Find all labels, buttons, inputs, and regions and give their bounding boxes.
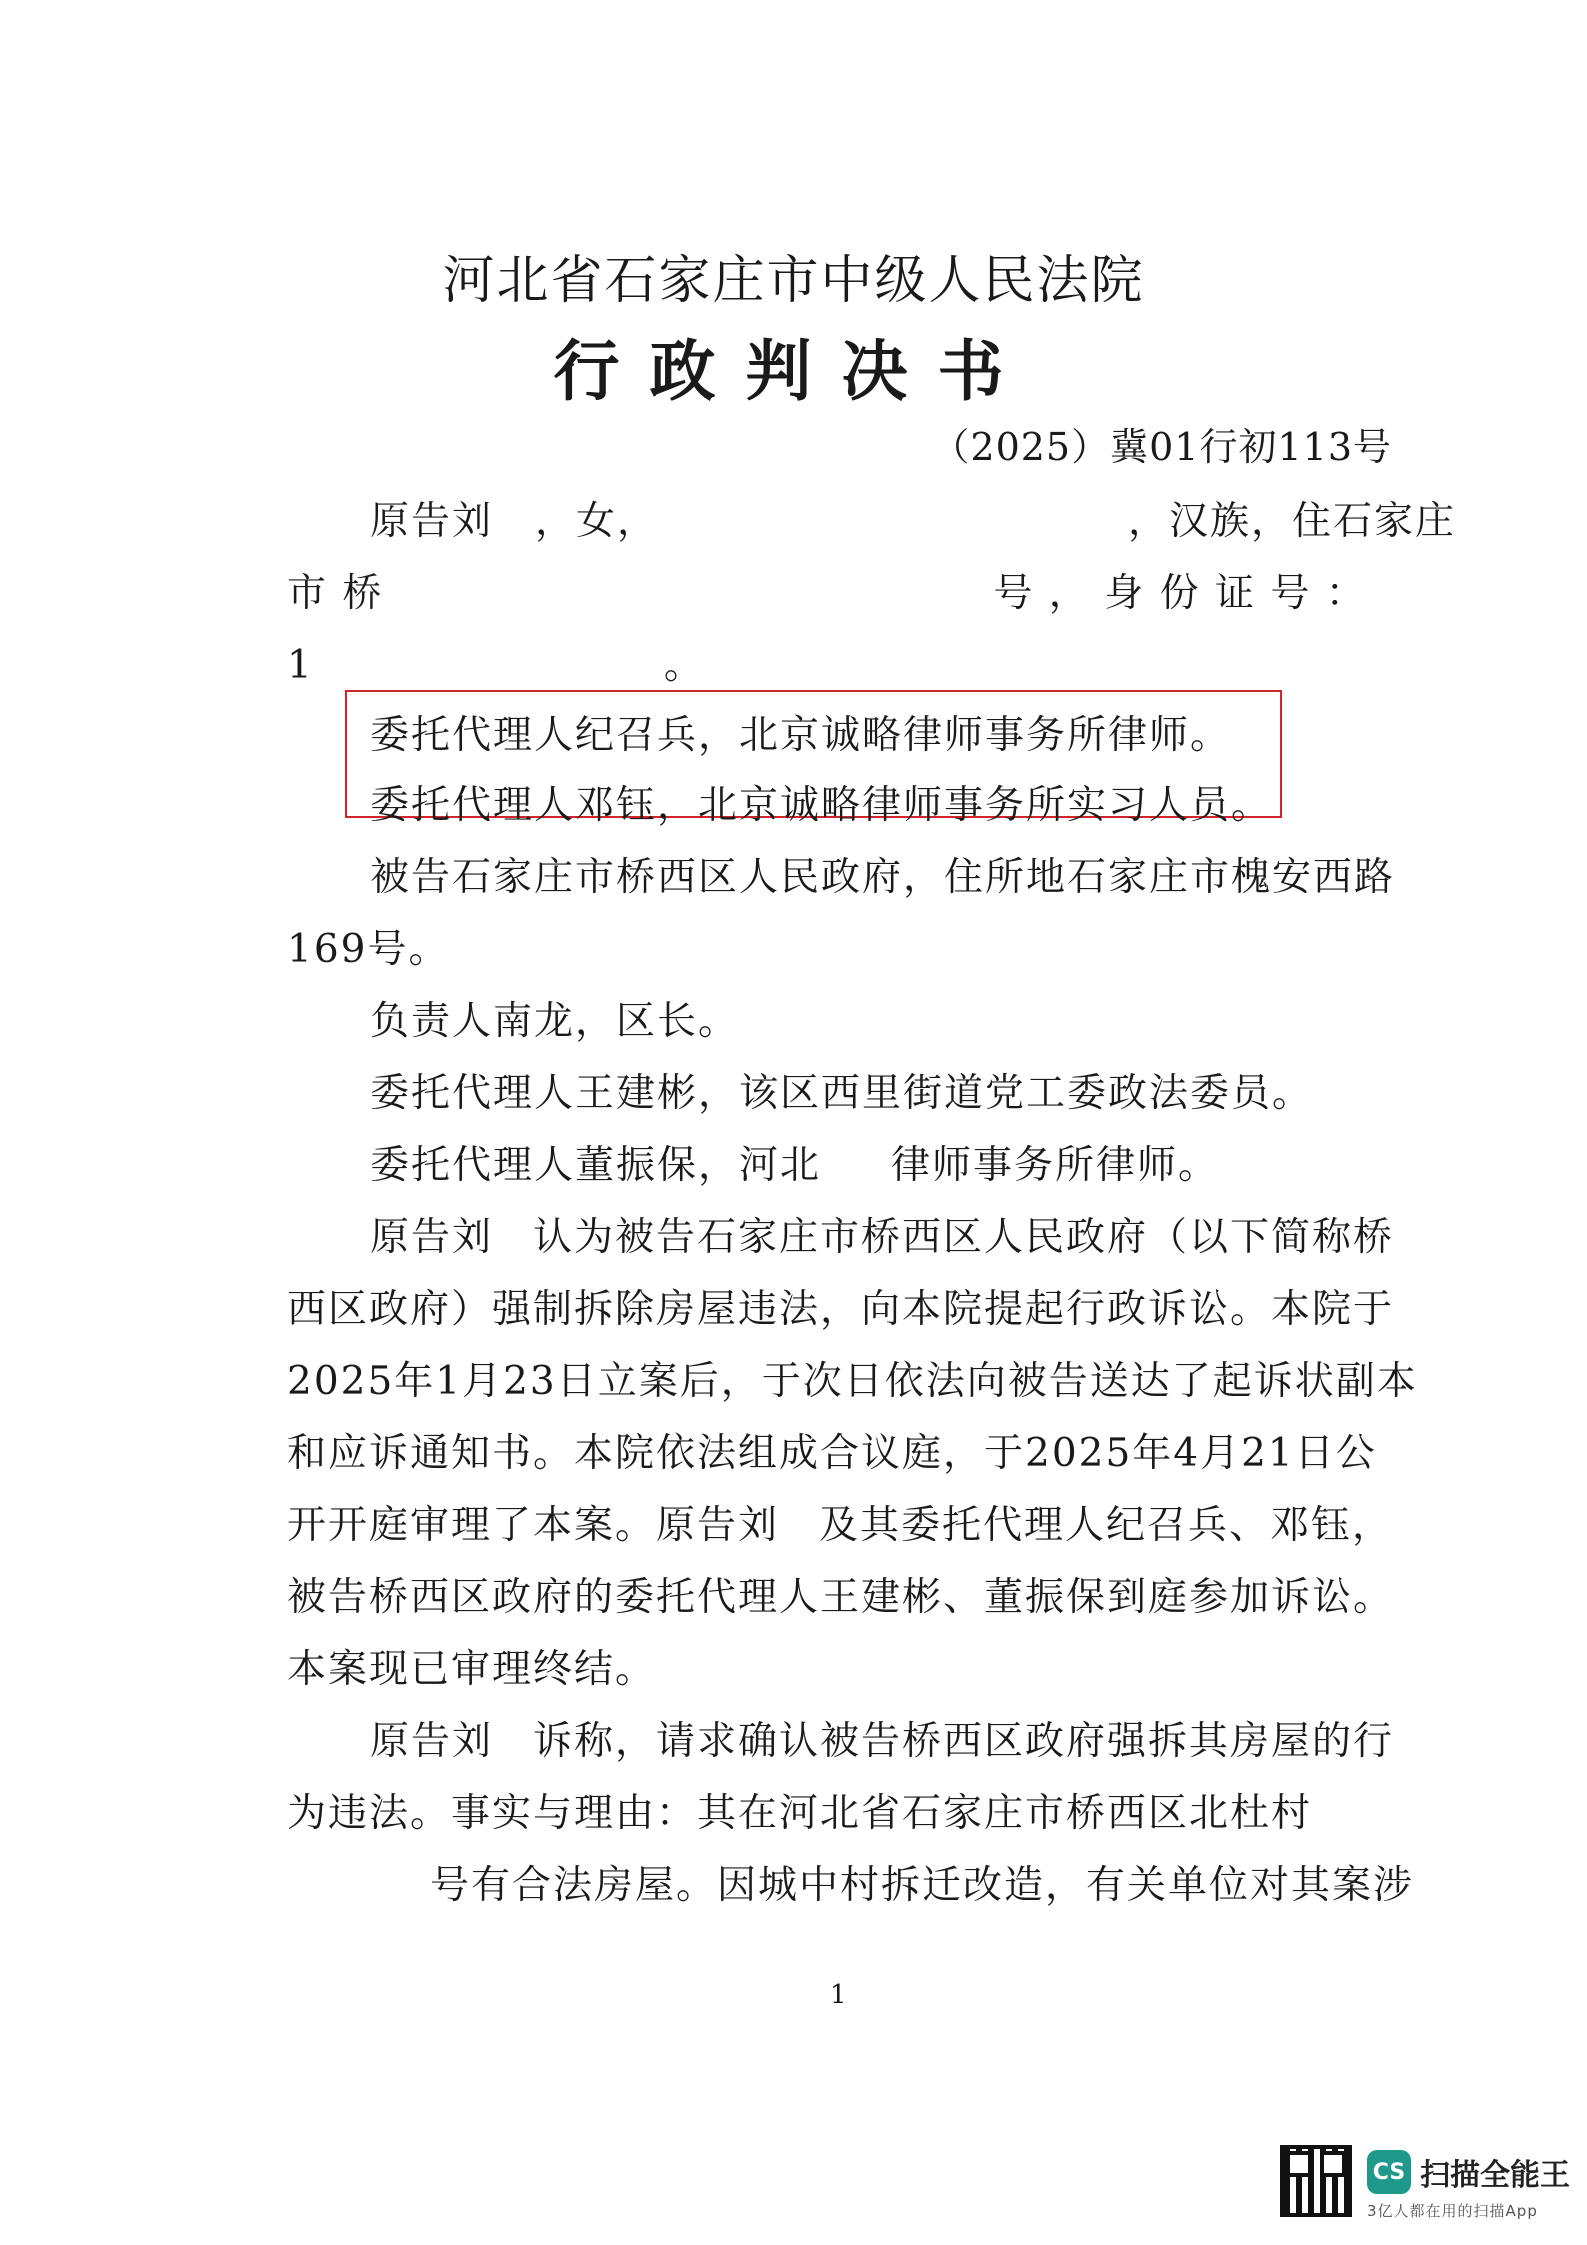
text-span: 认为被告石家庄市桥西区人民政府（以下简称桥 <box>533 1215 1395 1260</box>
body-paragraph-1-line-4: 和应诉通知书。本院依法组成合议庭，于2025年4月21日公 <box>287 1431 1377 1476</box>
brand-tagline: 3亿人都在用的扫描App <box>1367 2202 1538 2220</box>
document-title: 行政判决书 <box>553 333 1034 410</box>
id-suffix: 。 <box>663 643 705 688</box>
redaction <box>493 1222 533 1258</box>
camscanner-logo-icon: CS <box>1367 2150 1411 2194</box>
body-paragraph-1-line-2: 西区政府）强制拆除房屋违法，向本院提起行政诉讼。本院于 <box>287 1287 1395 1332</box>
redaction <box>493 1726 533 1762</box>
responsible-person: 负责人南龙，区长。 <box>370 999 740 1044</box>
body-paragraph-2-line-1 <box>370 1710 1394 1766</box>
body-paragraph-1-line-6: 被告桥西区政府的委托代理人王建彬、董振保到庭参加诉讼。 <box>287 1575 1395 1620</box>
body-paragraph-1-line-3: 2025年1月23日立案后，于次日依法向被告送达了起诉状副本 <box>287 1359 1418 1404</box>
address-prefix: 市 桥 <box>287 571 384 616</box>
redaction <box>658 506 1128 542</box>
qr-code-icon <box>1280 2145 1352 2217</box>
case-number: （2025）冀01行初113号 <box>931 425 1392 469</box>
text-span: 诉称，请求确认被告桥西区政府强拆其房屋的行 <box>533 1719 1395 1764</box>
text-span: 及其委托代理人纪召兵、邓钰， <box>819 1503 1394 1548</box>
plaintiff-id-line <box>287 634 705 690</box>
defendant-agent-2 <box>370 1134 1219 1190</box>
plaintiff-gender: ，女， <box>535 499 659 544</box>
brand-name: 扫描全能王 <box>1420 2158 1570 2193</box>
defendant-agent-2-name: 委托代理人董振保，河北 <box>370 1143 822 1188</box>
plaintiff-address-line <box>287 562 1367 618</box>
body-paragraph-1-line-1 <box>370 1206 1394 1262</box>
text-span: 开开庭审理了本案。原告刘 <box>287 1503 780 1548</box>
body-paragraph-1-line-7: 本案现已审理终结。 <box>287 1647 657 1692</box>
body-paragraph-2-line-2: 为违法。事实与理由：其在河北省石家庄市桥西区北杜村 <box>287 1791 1313 1836</box>
redaction <box>314 650 664 686</box>
body-paragraph-2-line-3: 号有合法房屋。因城中村拆迁改造，有关单位对其案涉 <box>430 1863 1415 1908</box>
text-span: 原告刘 <box>370 1719 494 1764</box>
court-name: 河北省石家庄市中级人民法院 <box>442 251 1145 311</box>
plaintiff-name: 原告刘 <box>370 499 494 544</box>
plaintiff-agent-2: 委托代理人邓钰，北京诚略律师事务所实习人员。 <box>370 783 1273 828</box>
redaction <box>383 578 993 614</box>
plaintiff-line <box>370 490 1456 546</box>
redaction <box>493 506 535 542</box>
plaintiff-agent-1: 委托代理人纪召兵，北京诚略律师事务所律师。 <box>370 713 1232 758</box>
redaction <box>821 1150 891 1186</box>
id-prefix: 1 <box>287 643 314 688</box>
defendant-line: 被告石家庄市桥西区人民政府，住所地石家庄市槐安西路 <box>370 855 1396 900</box>
defendant-agent-2-firm: 律师事务所律师。 <box>891 1143 1220 1188</box>
defendant-agent-1: 委托代理人王建彬，该区西里街道党工委政法委员。 <box>370 1071 1314 1116</box>
page-number: 1 <box>830 1980 847 2010</box>
redaction <box>779 1510 819 1546</box>
address-suffix: 号 ， 身 份 证 号 ： <box>993 571 1367 616</box>
text-span: 原告刘 <box>370 1215 494 1260</box>
body-paragraph-1-line-5 <box>287 1494 1393 1550</box>
defendant-address-cont: 169号。 <box>287 927 450 972</box>
plaintiff-ethnicity: ，汉族，住石家庄 <box>1128 499 1457 544</box>
